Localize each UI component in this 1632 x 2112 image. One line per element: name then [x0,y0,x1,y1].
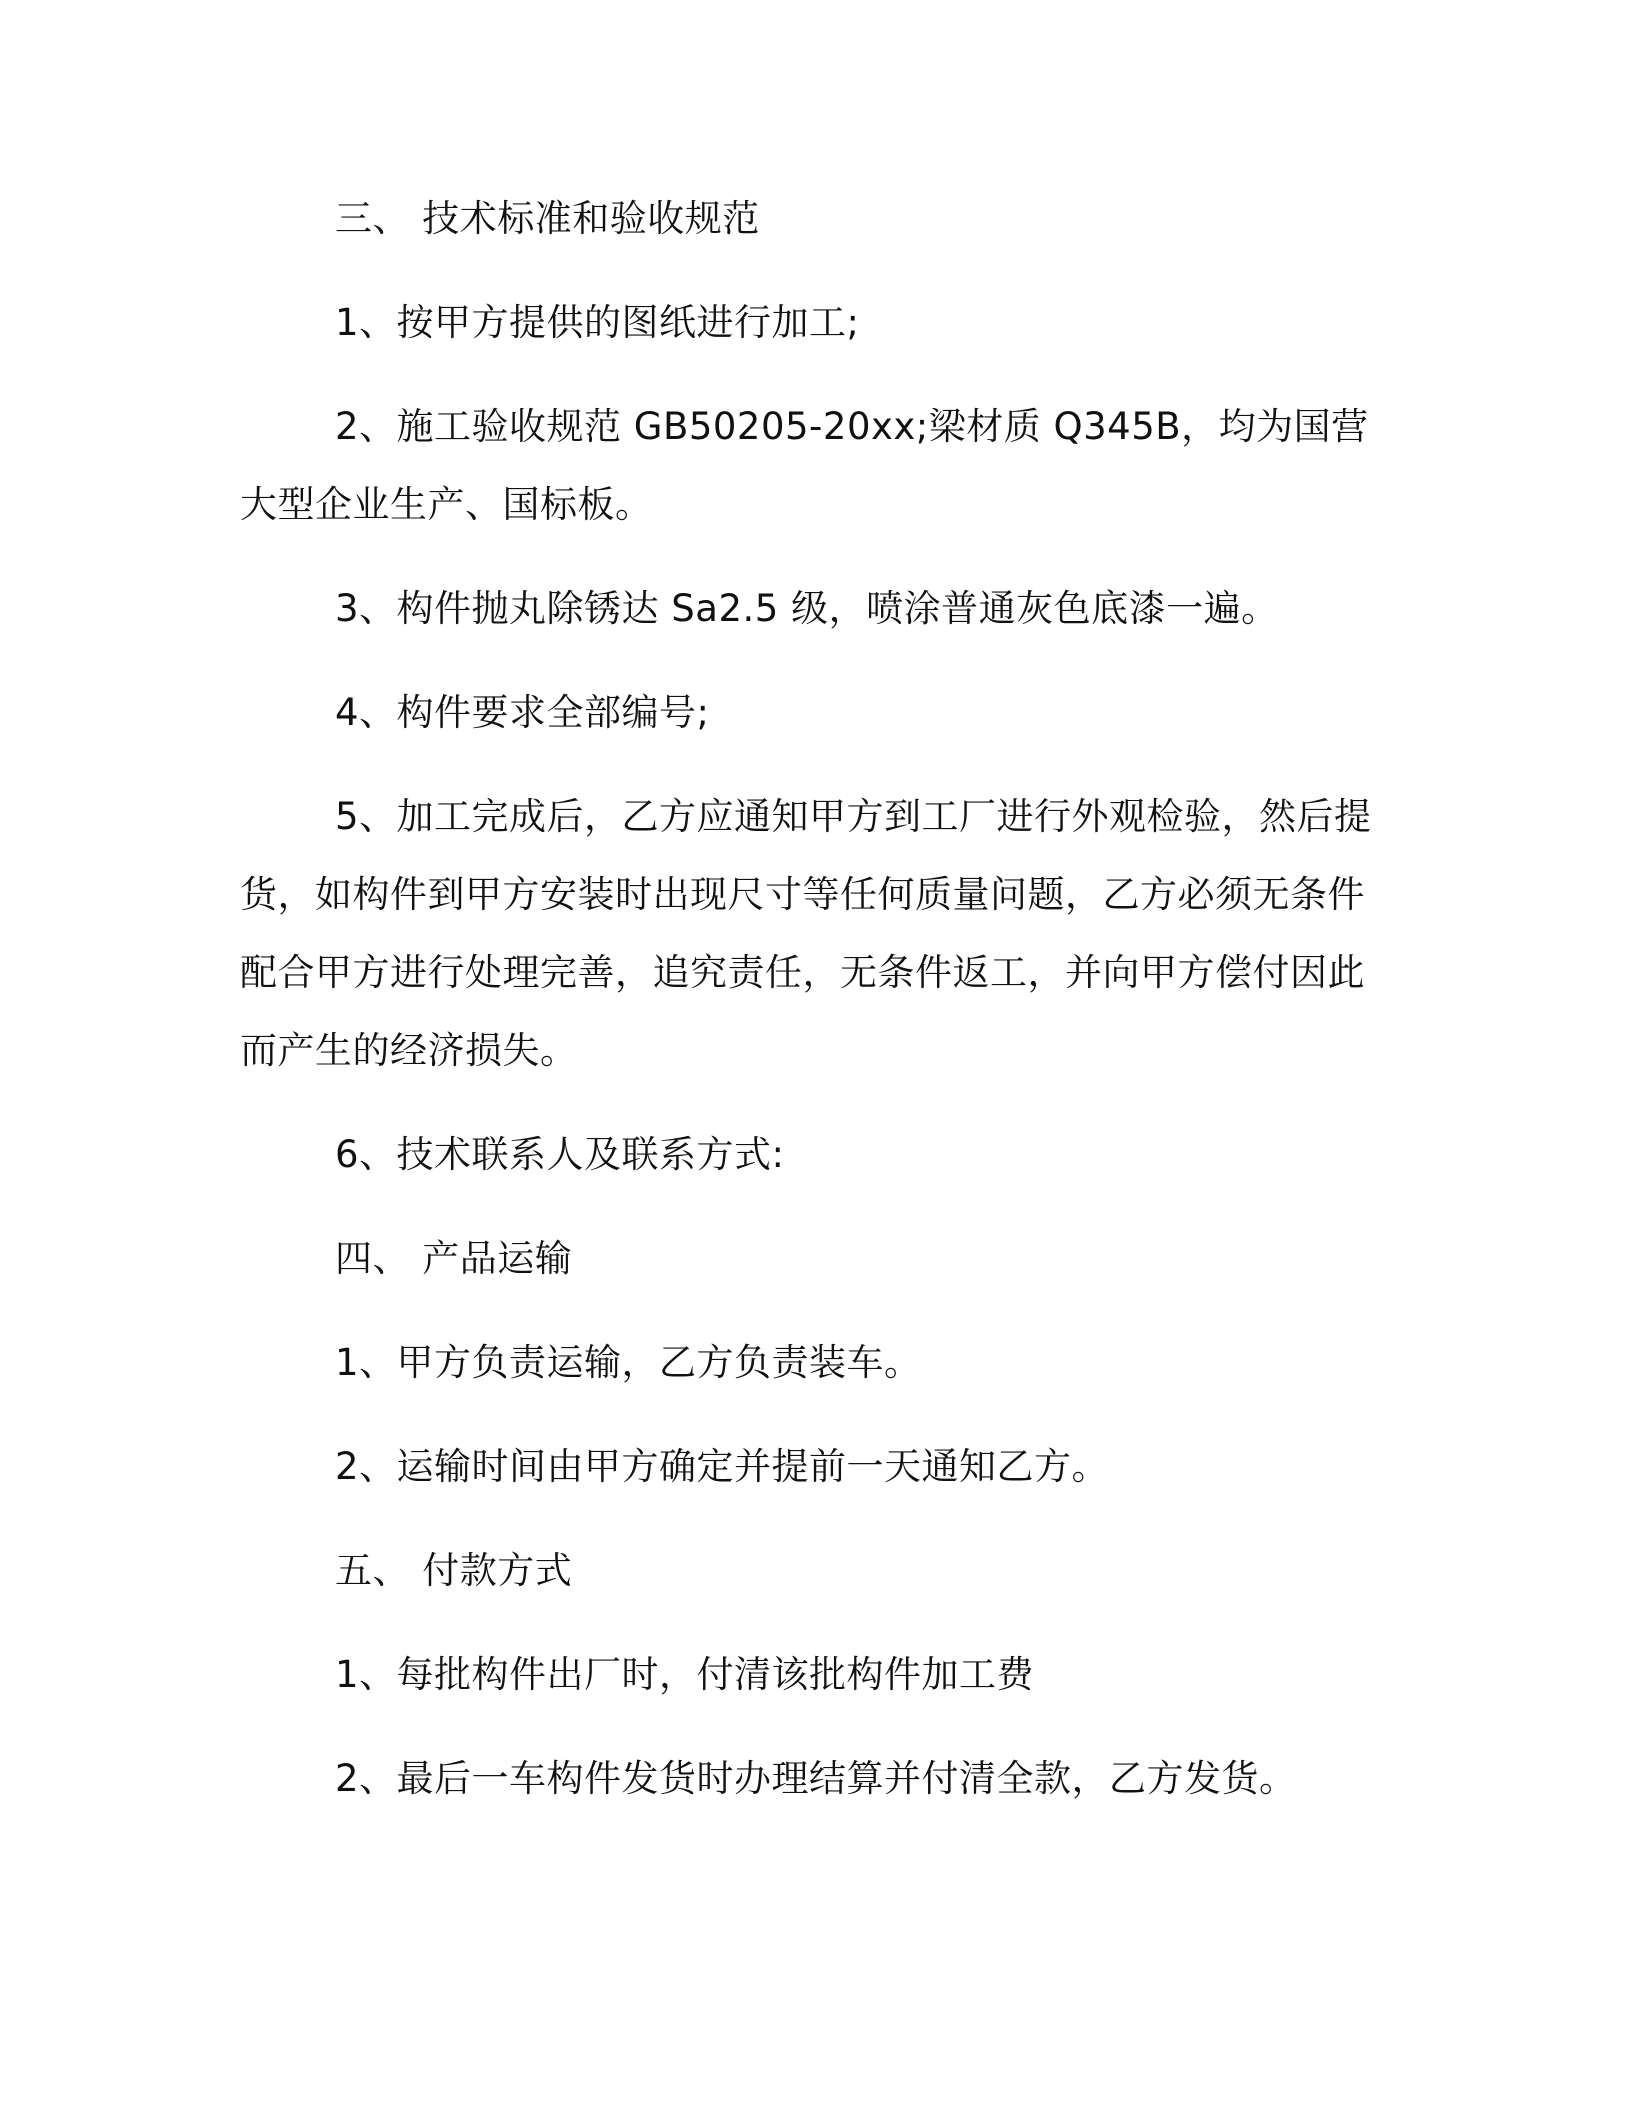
section-heading-technical-standards: 三、 技术标准和验收规范 [335,197,760,240]
clause-5-1: 1、每批构件出厂时，付清该批构件加工费 [335,1653,1035,1696]
clause-4-2: 2、运输时间由甲方确定并提前一天通知乙方。 [335,1445,1110,1488]
section-heading-payment: 五、 付款方式 [335,1549,573,1592]
clause-3-5: 5、加工完成后，乙方应通知甲方到工厂进行外观检验，然后提货，如构件到甲方安装时出现尺寸等任何质量问题，乙方必须无条件配合甲方进行处理完善，追究责任，无条件返工，并向甲方偿付因此而产生的经济损失。 [240,795,1372,1072]
clause-3-3: 3、构件抛丸除锈达 Sa2.5 级，喷涂普通灰色底漆一遍。 [335,587,1279,630]
section-heading-transport: 四、 产品运输 [335,1237,573,1280]
clause-3-1: 1、按甲方提供的图纸进行加工; [335,301,860,344]
clause-3-4: 4、构件要求全部编号; [335,691,710,734]
document-body [240,180,1390,1844]
clause-4-1: 1、甲方负责运输，乙方负责装车。 [335,1341,922,1384]
clause-5-2: 2、最后一车构件发货时办理结算并付清全款，乙方发货。 [335,1757,1297,1800]
clause-3-2: 2、施工验收规范 GB50205-20xx;梁材质 Q345B，均为国营大型企业生产、国标板。 [240,405,1369,526]
clause-3-6: 6、技术联系人及联系方式: [335,1133,785,1176]
